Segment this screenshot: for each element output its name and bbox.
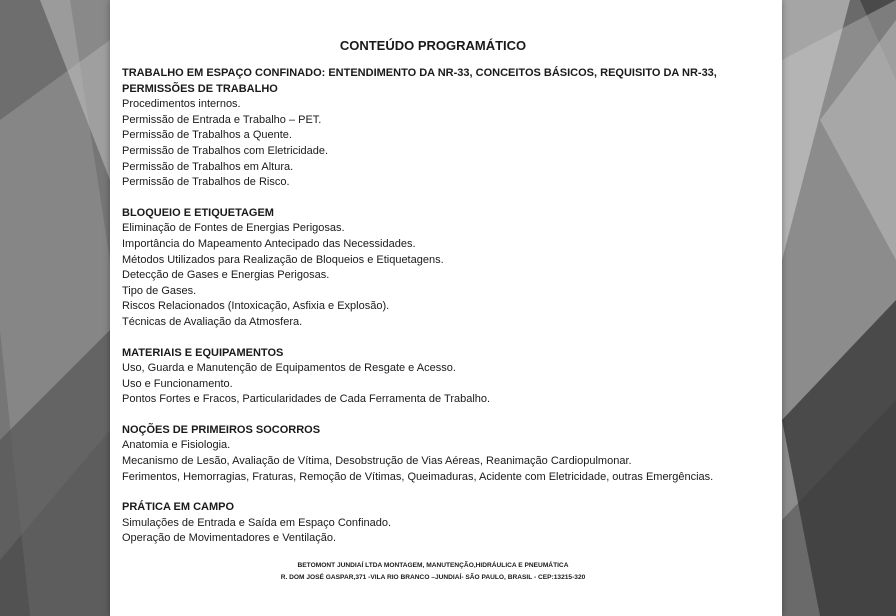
list-item: Pontos Fortes e Fracos, Particularidades de Cada Ferramenta de Trabalho. xyxy=(122,393,491,406)
section-field-practice xyxy=(122,500,777,547)
list-item: Técnicas de Avaliação da Atmosfera. xyxy=(122,315,303,328)
list-item: Uso, Guarda e Manutenção de Equipamentos de Resgate e Acesso. xyxy=(122,362,456,375)
list-item: Ferimentos, Hemorragias, Fraturas, Remoção de Vítimas, Queimaduras, Acidente com Eletricidade, outras Emergências. xyxy=(122,470,714,483)
program-content xyxy=(122,66,777,562)
list-item: Permissão de Entrada e Trabalho – PET. xyxy=(122,113,322,126)
section-heading: NOÇÕES DE PRIMEIROS SOCORROS xyxy=(122,423,321,436)
list-item: Eliminação de Fontes de Energias Perigosas. xyxy=(122,222,345,235)
list-item: Detecção de Gases e Energias Perigosas. xyxy=(122,269,330,282)
section-heading: BLOQUEIO E ETIQUETAGEM xyxy=(122,206,274,219)
page-title: CONTEÚDO PROGRAMÁTICO xyxy=(339,38,527,53)
list-item: Métodos Utilizados para Realização de Bloqueios e Etiquetagens. xyxy=(122,253,444,266)
list-item: Operação de Movimentadores e Ventilação. xyxy=(122,532,337,545)
list-item: Permissão de Trabalhos de Risco. xyxy=(122,176,290,189)
section-materials-equipment xyxy=(122,346,777,408)
page-footer xyxy=(110,560,756,584)
list-item: Permissão de Trabalhos a Quente. xyxy=(122,129,292,142)
list-item: Procedimentos internos. xyxy=(122,98,241,111)
list-item: Permissão de Trabalhos com Eletricidade. xyxy=(122,144,329,157)
list-item: Importância do Mapeamento Antecipado das Necessidades. xyxy=(122,237,416,250)
list-item: Mecanismo de Lesão, Avaliação de Vítima, Desobstrução de Vias Aéreas, Reanimação Cardiopulmonar. xyxy=(122,455,632,468)
list-item: Anatomia e Fisiologia. xyxy=(122,439,231,452)
list-item: Uso e Funcionamento. xyxy=(122,377,233,390)
document-page xyxy=(110,0,782,616)
section-heading: TRABALHO EM ESPAÇO CONFINADO: ENTENDIMENTO DA NR-33, CONCEITOS BÁSICOS, REQUISITO DA NR-33, PERMISSÕES DE TRABALHO xyxy=(122,67,717,95)
section-confined-space xyxy=(122,66,777,191)
section-heading: MATERIAIS E EQUIPAMENTOS xyxy=(122,346,284,359)
footer-address: R. DOM JOSÉ GASPAR,371 -VILA RIO BRANCO –JUNDIAÍ- SÃO PAULO, BRASIL - CEP:13215-320 xyxy=(280,574,586,581)
section-heading: PRÁTICA EM CAMPO xyxy=(122,501,235,514)
list-item: Tipo de Gases. xyxy=(122,284,197,297)
section-lockout-tagout xyxy=(122,206,777,331)
list-item: Riscos Relacionados (Intoxicação, Asfixia e Explosão). xyxy=(122,300,390,313)
list-item: Permissão de Trabalhos em Altura. xyxy=(122,160,294,173)
list-item: Simulações de Entrada e Saída em Espaço Confinado. xyxy=(122,516,392,529)
footer-company: BETOMONT JUNDIAÍ LTDA MONTAGEM, MANUTENÇÃO,HIDRÁULICA E PNEUMÁTICA xyxy=(297,562,569,569)
section-first-aid xyxy=(122,423,777,485)
